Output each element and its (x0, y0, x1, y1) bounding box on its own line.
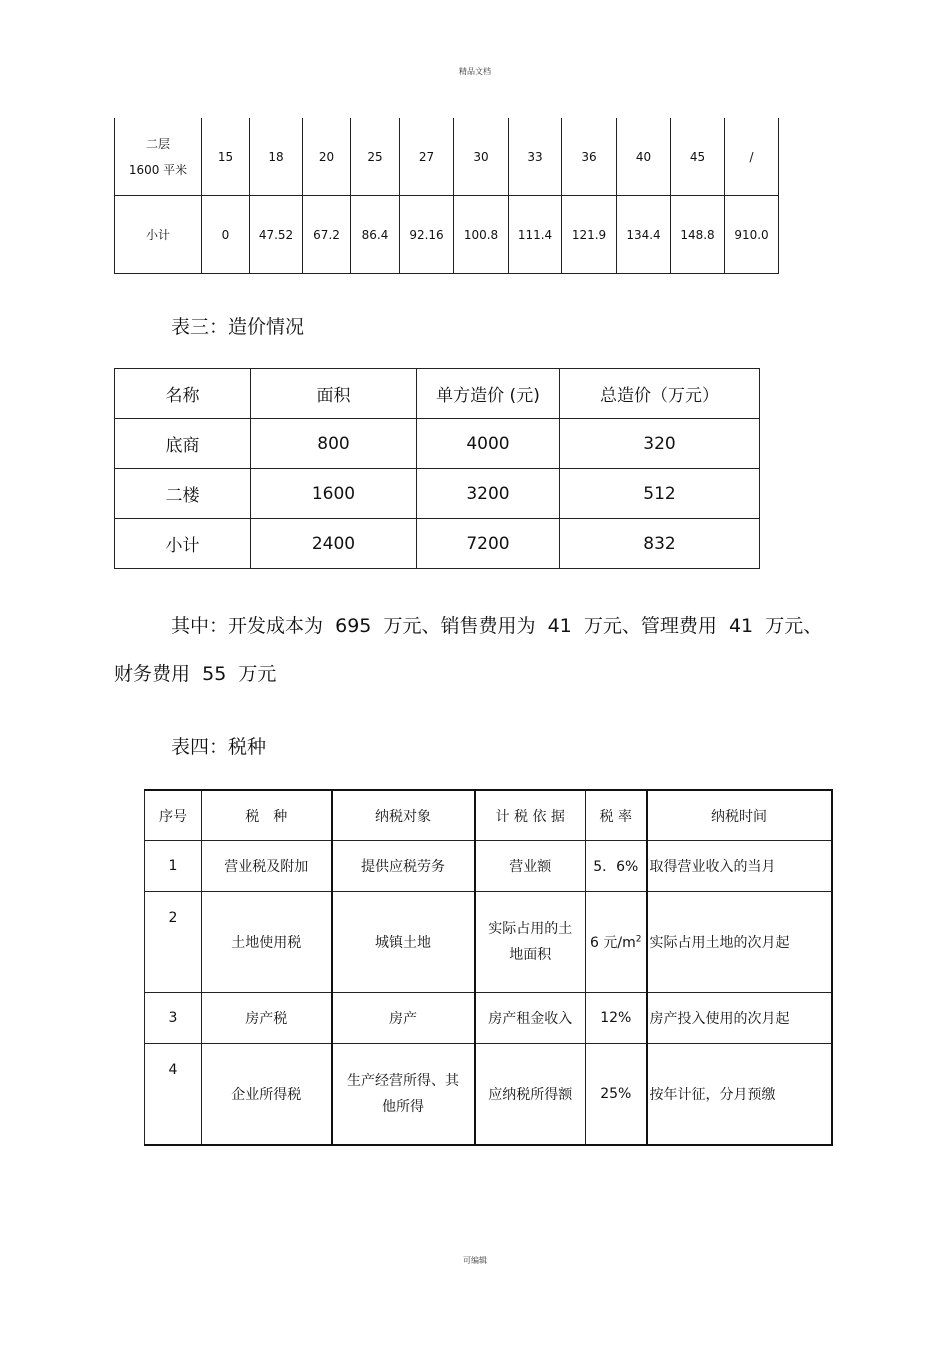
table3-caption: 表三：造价情况 (171, 316, 305, 338)
table-cell: 40 (617, 118, 671, 196)
table-cell: 小计 (115, 519, 251, 569)
table-cell: 92.16 (400, 196, 454, 274)
table-cell: 城镇土地 (332, 892, 475, 993)
table-row (115, 469, 760, 519)
table-cell: 33 (509, 118, 562, 196)
table-cell: 营业税及附加 (202, 841, 332, 892)
table-cell: 47.52 (250, 196, 303, 274)
table-cell: 取得营业收入的当月 (647, 841, 832, 892)
table-cell: 提供应税劳务 (332, 841, 475, 892)
table-header-row (145, 790, 832, 841)
table-cell: 房产投入使用的次月起 (647, 993, 832, 1044)
table-cell: 5．6% (586, 841, 647, 892)
table-cell: 320 (560, 419, 760, 469)
table-cell: 2 (145, 892, 202, 993)
table-cell: 1 (145, 841, 202, 892)
table-cell: 832 (560, 519, 760, 569)
table-cell: 4000 (417, 419, 560, 469)
cost-paragraph-line1: 其中：开发成本为 695 万元、销售费用为 41 万元、管理费用 41 万元、 (171, 615, 823, 637)
table-cell: 25 (351, 118, 400, 196)
column-header: 总造价（万元） (560, 369, 760, 419)
cost-paragraph-line2: 财务费用 55 万元 (114, 663, 277, 685)
table-cell: 20 (303, 118, 351, 196)
table-row (115, 419, 760, 469)
row-label: 小计 (115, 196, 202, 274)
table-cell: 30 (454, 118, 509, 196)
page-header: 精品文档 (459, 67, 491, 76)
table-cell: 100.8 (454, 196, 509, 274)
tax-table (144, 789, 833, 1146)
table-cell: 15 (202, 118, 250, 196)
column-header: 纳税时间 (647, 790, 832, 841)
table-cell: 房产租金收入 (475, 993, 586, 1044)
table-cell: 4 (145, 1044, 202, 1145)
table-cell: 45 (671, 118, 725, 196)
column-header: 序号 (145, 790, 202, 841)
table-cell: 800 (251, 419, 417, 469)
table-cell: 房产税 (202, 993, 332, 1044)
table-cell: 1600 (251, 469, 417, 519)
table-cell: 27 (400, 118, 454, 196)
table-cell: 营业额 (475, 841, 586, 892)
table-cell: 2400 (251, 519, 417, 569)
table-cell: 应纳税所得额 (475, 1044, 586, 1145)
column-header: 纳税对象 (332, 790, 475, 841)
column-header: 面积 (251, 369, 417, 419)
page-footer: 可编辑 (463, 1256, 487, 1265)
table-cell: 67.2 (303, 196, 351, 274)
table-cell: 二楼 (115, 469, 251, 519)
table-cell: 3 (145, 993, 202, 1044)
table-cell: 土地使用税 (202, 892, 332, 993)
table-cell: 实际占用的土 地面积 (475, 892, 586, 993)
table-cell: 企业所得税 (202, 1044, 332, 1145)
column-header: 名称 (115, 369, 251, 419)
table-cell: 148.8 (671, 196, 725, 274)
table-cell: 121.9 (562, 196, 617, 274)
table-row (145, 1044, 832, 1145)
table-cell: 512 (560, 469, 760, 519)
table-row (115, 118, 779, 196)
table-row (145, 993, 832, 1044)
table-cell: 18 (250, 118, 303, 196)
table4-caption: 表四：税种 (171, 736, 267, 758)
column-header: 税 率 (586, 790, 647, 841)
table-row (145, 892, 832, 993)
table-cell: 按年计征，分月预缴 (647, 1044, 832, 1145)
column-header: 单方造价 (元) (417, 369, 560, 419)
table-cell: 6 元$/m^2$ (586, 892, 647, 993)
table-cell: 生产经营所得、其 他所得 (332, 1044, 475, 1145)
table-cell: 25% (586, 1044, 647, 1145)
table-cell: 36 (562, 118, 617, 196)
cost-table (114, 368, 760, 569)
table-cell: 房产 (332, 993, 475, 1044)
column-header: 计 税 依 据 (475, 790, 586, 841)
schedule-table (114, 118, 779, 274)
table-cell: 86.4 (351, 196, 400, 274)
table-cell: 111.4 (509, 196, 562, 274)
table-cell: 0 (202, 196, 250, 274)
table-cell: 12% (586, 993, 647, 1044)
table-header-row (115, 369, 760, 419)
table-row (115, 196, 779, 274)
table-cell: 3200 (417, 469, 560, 519)
row-label: 二层 1600 平米 (115, 118, 202, 196)
table-cell: 910.0 (725, 196, 779, 274)
table-cell: / (725, 118, 779, 196)
table-cell: 7200 (417, 519, 560, 569)
table-row (145, 841, 832, 892)
table-row (115, 519, 760, 569)
column-header: 税 种 (202, 790, 332, 841)
table-cell: 134.4 (617, 196, 671, 274)
table-cell: 实际占用土地的次月起 (647, 892, 832, 993)
table-cell: 底商 (115, 419, 251, 469)
